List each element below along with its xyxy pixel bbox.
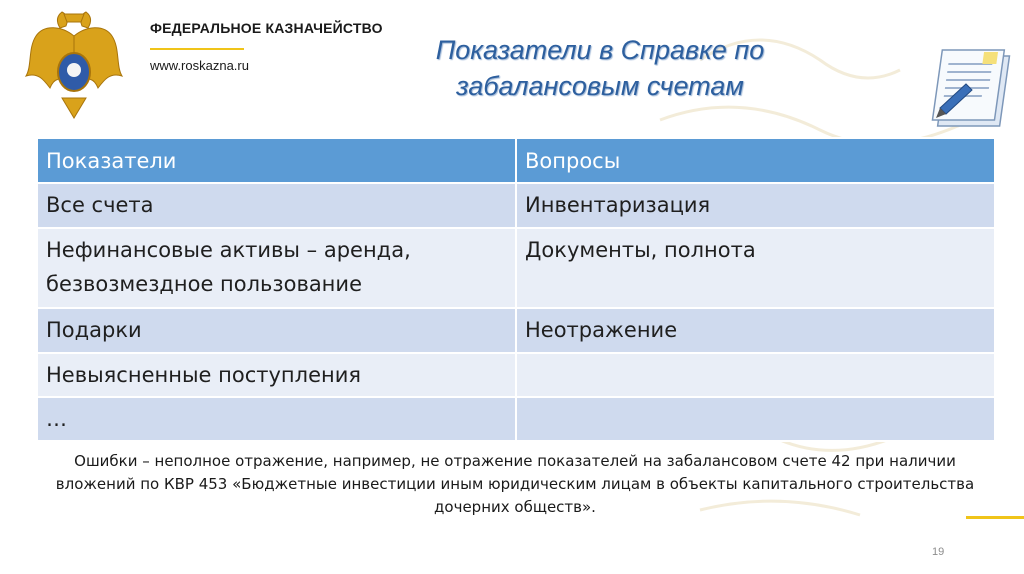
slide-title [390, 32, 810, 104]
table-row [37, 308, 995, 353]
question-cell [516, 353, 995, 397]
indicators-table [36, 137, 996, 442]
errors-note: Ошибки – неполное отражение, например, не отражение показателей на забалансовом счете 42 при наличии вложений по КВР 453 «Бюджетные инвестиции иным юридическим лицам в объекты капитального строительства дочерних обществ». [55, 452, 975, 516]
table-row [37, 183, 995, 228]
table-row [37, 397, 995, 441]
column-header-indicators: Показатели [37, 138, 516, 183]
question-cell: Инвентаризация [516, 183, 995, 228]
indicator-cell: Все счета [37, 183, 516, 228]
document-pen-icon [926, 38, 1024, 134]
table-row [37, 228, 995, 308]
indicator-cell: … [37, 397, 516, 441]
accent-divider [966, 516, 1024, 519]
org-website: www.roskazna.ru [150, 58, 249, 73]
column-header-questions: Вопросы [516, 138, 995, 183]
org-divider [150, 48, 244, 50]
indicator-cell: Невыясненные поступления [37, 353, 516, 397]
indicator-cell: Нефинансовые активы – аренда, безвозмездное пользование [37, 228, 516, 308]
question-cell [516, 397, 995, 441]
slide-title-line-1: Показатели в Справке по [435, 35, 765, 65]
double-headed-eagle-emblem-icon [14, 6, 134, 126]
slide-title-line-2: забалансовым счетам [456, 71, 744, 101]
table-header-row [37, 138, 995, 183]
table-row [37, 353, 995, 397]
question-cell: Неотражение [516, 308, 995, 353]
indicator-cell: Подарки [37, 308, 516, 353]
page-number: 19 [932, 546, 945, 558]
question-cell: Документы, полнота [516, 228, 995, 308]
org-name: ФЕДЕРАЛЬНОЕ КАЗНАЧЕЙСТВО [150, 20, 383, 36]
